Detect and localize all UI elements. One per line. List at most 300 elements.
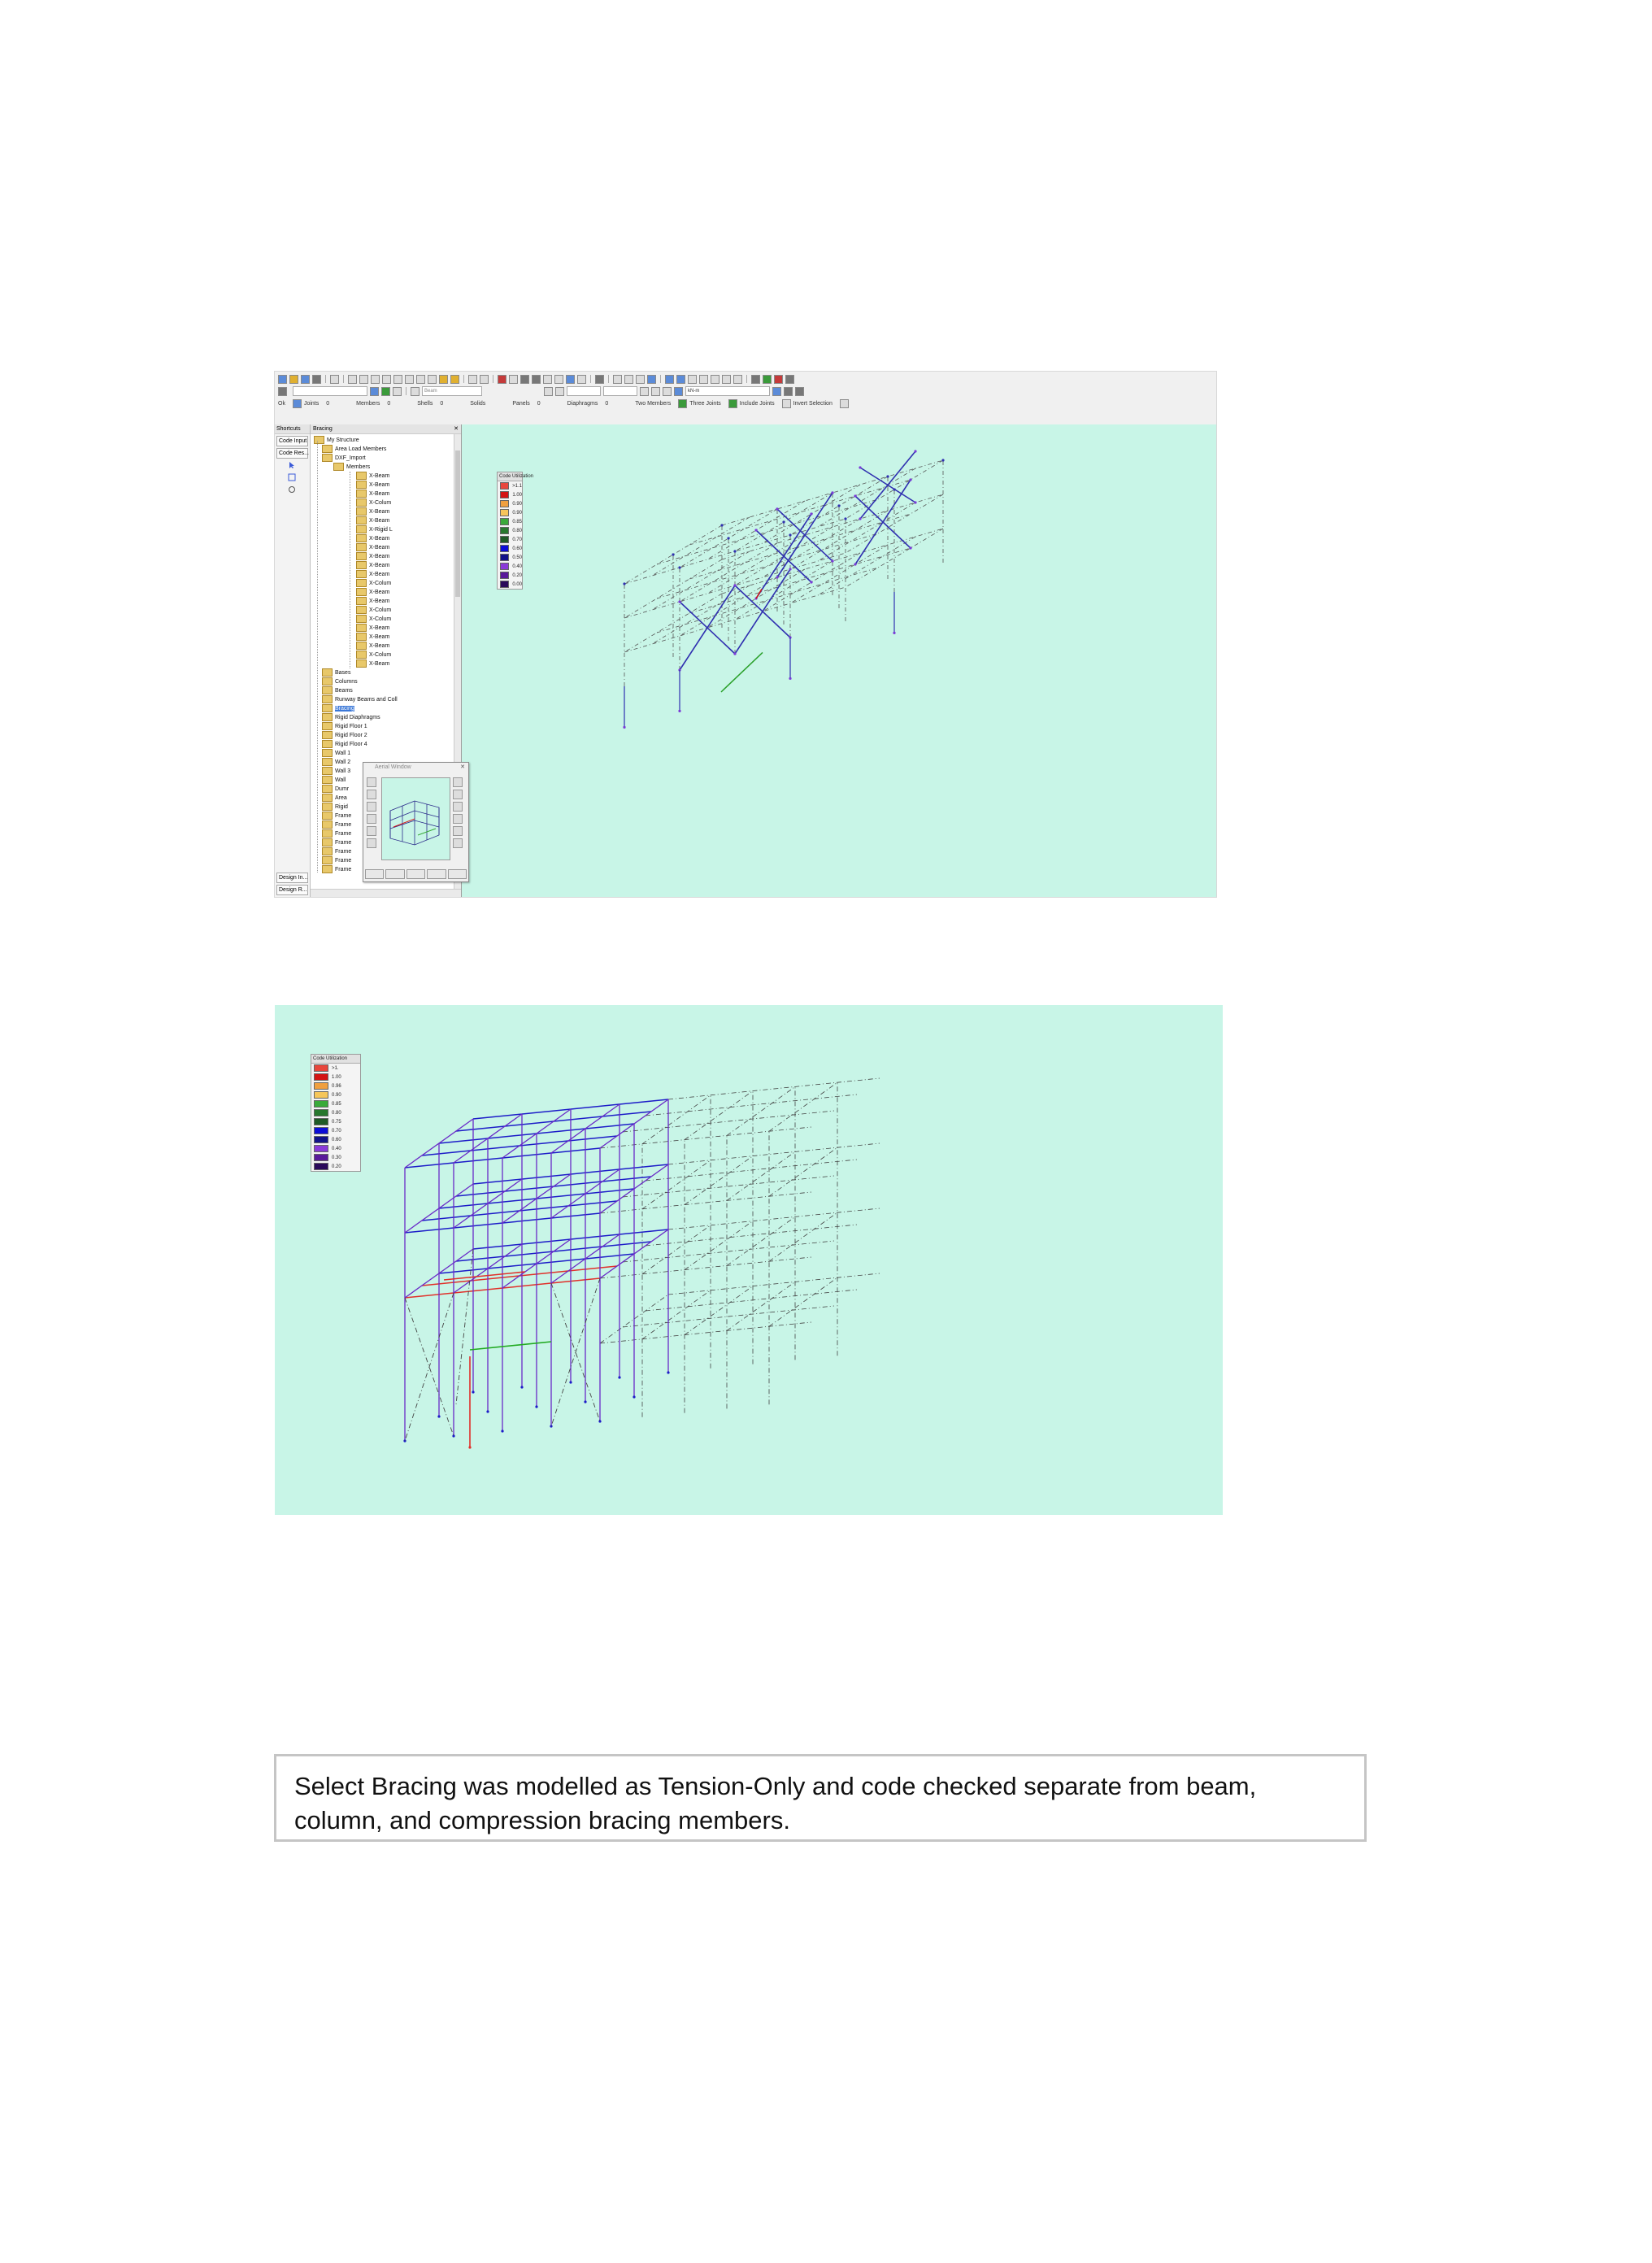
tree-item-label: X-Beam (369, 518, 390, 524)
legend-label: 0.00 (512, 581, 522, 587)
copy-icon[interactable] (359, 375, 368, 384)
member-line (668, 1273, 880, 1295)
joint-node (831, 491, 833, 494)
folder-icon (322, 668, 333, 677)
folder-icon (356, 642, 367, 650)
align-icon[interactable] (688, 375, 697, 384)
aerial-tab-1[interactable] (365, 869, 384, 879)
joint-node (667, 1371, 669, 1373)
member-line (600, 1322, 811, 1343)
diaphragms-count: 0 (605, 400, 609, 407)
folder-icon (322, 865, 333, 873)
folder-icon (322, 829, 333, 838)
three-joints-icon[interactable] (728, 399, 737, 408)
paste-icon[interactable] (371, 375, 380, 384)
load-case-dropdown[interactable] (567, 386, 601, 396)
aerial-window[interactable] (363, 762, 469, 882)
tree-item[interactable] (322, 731, 367, 740)
joint-node (672, 553, 674, 555)
tree-item-label: X-Colum (369, 616, 392, 622)
folder-icon (322, 713, 333, 721)
zoom-fit-icon[interactable] (453, 826, 463, 836)
code-results-button[interactable]: Code Res... (276, 448, 308, 459)
member-line (689, 514, 911, 579)
include-joints-icon[interactable] (782, 399, 791, 408)
member-line (652, 517, 750, 576)
area-icon[interactable] (439, 375, 448, 384)
member-line (685, 1221, 753, 1270)
view-3d-icon[interactable] (543, 375, 552, 384)
secondary-toolbar (275, 385, 1216, 397)
member-line (657, 533, 878, 598)
member-line (600, 1192, 811, 1213)
member-line (727, 1216, 795, 1265)
selection-ok[interactable]: Ok (278, 400, 285, 407)
load-case-icon[interactable] (544, 387, 553, 396)
joint-node (776, 576, 778, 578)
move-icon[interactable] (405, 375, 414, 384)
tree-item-label: Frame (335, 831, 352, 837)
tree-item-label: Bases (335, 670, 351, 676)
member-line (642, 1290, 711, 1339)
tree-item[interactable] (356, 651, 391, 659)
tree-item-label: Rigid Floor 1 (335, 724, 367, 729)
merge-icon[interactable] (711, 375, 719, 384)
shells-label: Shells (417, 400, 433, 407)
tree-item[interactable] (322, 776, 346, 785)
tree-panel-header (311, 424, 461, 434)
joint-node (678, 710, 680, 712)
load-combo-icon[interactable] (555, 387, 564, 396)
folder-icon (356, 624, 367, 632)
folder-icon (356, 579, 367, 587)
tree-item[interactable] (322, 785, 349, 794)
member-line (646, 1225, 857, 1246)
tree-item-label: Wall 3 (335, 768, 351, 774)
tree-item[interactable] (322, 794, 347, 803)
tree-panel-title: Bracing (313, 426, 333, 432)
redo-icon[interactable] (480, 375, 489, 384)
folder-icon (322, 695, 333, 703)
tree-item-label: X-Beam (369, 536, 390, 542)
joint-node (782, 520, 785, 523)
zoom-window-icon[interactable] (453, 802, 463, 812)
joint-node (486, 1410, 489, 1412)
tree-item[interactable] (322, 820, 351, 829)
tree-item-label: Beams (335, 688, 353, 694)
two-members-icon[interactable] (678, 399, 687, 408)
layer-icon[interactable] (370, 387, 379, 396)
member-line (657, 499, 878, 564)
folder-icon (356, 659, 367, 668)
tree-item-label: X-Beam (369, 625, 390, 631)
joint-node (633, 1395, 635, 1398)
folder-icon (322, 856, 333, 864)
add-icon[interactable] (665, 375, 674, 384)
check-icon[interactable] (293, 399, 302, 408)
new-file-icon[interactable] (278, 375, 287, 384)
zoom-selected-icon[interactable] (453, 838, 463, 848)
rotate-icon[interactable] (416, 375, 425, 384)
three-joints-option[interactable]: Three Joints (689, 400, 721, 407)
view-xy-icon[interactable] (554, 375, 563, 384)
tree-item-label: Columns (335, 679, 358, 685)
member-line (668, 1143, 880, 1164)
extrude-icon[interactable] (733, 375, 742, 384)
folder-icon (356, 498, 367, 507)
diagram-icon[interactable] (663, 387, 672, 396)
folder-icon (356, 481, 367, 489)
tree-item[interactable] (322, 740, 367, 749)
tree-item[interactable] (356, 516, 389, 525)
legend-label: 0.20 (332, 1164, 341, 1169)
joint-node (472, 1390, 474, 1393)
member-line (685, 1091, 753, 1140)
tree-item-label: Rigid Floor 4 (335, 742, 367, 747)
print-icon[interactable] (312, 375, 321, 384)
tree-item[interactable] (356, 498, 391, 507)
split-icon[interactable] (699, 375, 708, 384)
table-grid-icon[interactable] (411, 387, 420, 396)
tree-item-label: Runway Beams and Coll (335, 697, 398, 703)
view-render-icon[interactable] (367, 826, 376, 836)
legend-label: 0.96 (332, 1083, 341, 1089)
folder-icon (322, 820, 333, 829)
cut-icon[interactable] (348, 375, 357, 384)
joint-node (618, 1376, 620, 1378)
legend-label: >1.1 (512, 483, 522, 489)
select-poly-icon[interactable] (636, 375, 645, 384)
member-type-field[interactable]: Beam (422, 386, 482, 396)
joint-node (789, 677, 791, 680)
design-icon[interactable] (774, 375, 783, 384)
folder-icon (322, 740, 333, 748)
tree-item[interactable] (356, 534, 389, 543)
analysis-icon[interactable] (751, 375, 760, 384)
tree-item-label: X-Beam (369, 661, 390, 667)
panels-label: Panels (512, 400, 530, 407)
member-line (721, 652, 763, 692)
joint-node (941, 459, 944, 461)
tree-item-label: Frame (335, 849, 352, 855)
camera-icon[interactable] (278, 387, 287, 396)
tree-item[interactable] (322, 749, 350, 758)
tree-item[interactable] (322, 454, 366, 463)
view-dropdown[interactable] (293, 386, 367, 396)
select-line-icon[interactable] (647, 375, 656, 384)
draw-joint-icon[interactable] (393, 375, 402, 384)
include-joints-option[interactable]: Include Joints (739, 400, 775, 407)
folder-icon (322, 731, 333, 739)
tree-item-label: Wall 1 (335, 751, 351, 756)
folder-icon (356, 552, 367, 560)
load-combo-dropdown[interactable] (603, 386, 637, 396)
view-top-icon[interactable] (367, 814, 376, 824)
save-icon[interactable] (301, 375, 310, 384)
member-line (680, 602, 735, 654)
tree-horizontal-scrollbar[interactable] (311, 889, 461, 897)
dropdown-arrow-icon[interactable] (772, 387, 781, 396)
two-members-option[interactable]: Two Members (635, 400, 672, 407)
load-icon[interactable] (640, 387, 649, 396)
joint-node (678, 600, 680, 603)
member-line (642, 1095, 711, 1144)
select-box-icon[interactable] (624, 375, 633, 384)
shortcuts-title: Shortcuts (275, 424, 310, 434)
tree-item[interactable] (322, 856, 351, 865)
view-front-icon[interactable] (367, 790, 376, 799)
folder-icon (322, 847, 333, 855)
legend-label: 0.90 (512, 501, 522, 507)
tree-item-label: Rigid Diaphragms (335, 715, 380, 720)
tree-item[interactable] (356, 561, 389, 570)
folder-icon (356, 534, 367, 542)
tree-item[interactable] (356, 624, 389, 633)
tree-item[interactable] (322, 677, 358, 686)
folder-icon (322, 838, 333, 846)
tree-item[interactable] (322, 704, 354, 713)
tree-item[interactable] (322, 695, 398, 704)
folder-icon (356, 507, 367, 516)
run-icon[interactable] (763, 375, 772, 384)
joint-node (909, 546, 911, 549)
tree-item-label: X-Colum (369, 607, 392, 613)
view-side-icon[interactable] (367, 802, 376, 812)
tree-item-label: Area Load Members (335, 446, 387, 452)
tree-item[interactable] (314, 436, 359, 445)
undo-icon[interactable] (468, 375, 477, 384)
tree-item-label: X-Colum (369, 581, 392, 586)
legend-label: 0.20 (512, 572, 522, 578)
draw-member-icon[interactable] (382, 375, 391, 384)
tree-item[interactable] (322, 686, 353, 695)
eye-icon[interactable] (595, 375, 604, 384)
close-icon[interactable]: ✕ (454, 426, 459, 432)
tree-item[interactable] (356, 633, 389, 642)
tree-item[interactable] (322, 713, 380, 722)
view-elev-icon[interactable] (577, 375, 586, 384)
zoom-out-icon[interactable] (453, 790, 463, 799)
tree-item[interactable] (356, 552, 389, 561)
tree-item[interactable] (322, 722, 367, 731)
tools-icon[interactable] (330, 375, 339, 384)
frame-select-icon[interactable] (288, 473, 296, 481)
tree-item[interactable] (356, 472, 389, 481)
tree-item[interactable] (322, 829, 351, 838)
tree-item-label: X-Colum (369, 652, 392, 658)
tree-item[interactable] (333, 463, 370, 472)
joint-node (437, 1415, 440, 1417)
open-file-icon[interactable] (289, 375, 298, 384)
tree-item[interactable] (356, 543, 389, 552)
member-line (735, 585, 790, 638)
joint-node (854, 563, 856, 565)
view-color-icon[interactable] (367, 838, 376, 848)
legend-label: 0.90 (512, 510, 522, 516)
zoom-icon[interactable] (509, 375, 518, 384)
legend-label: 0.40 (332, 1146, 341, 1151)
close-icon[interactable]: ✕ (460, 764, 465, 770)
aerial-tab-4[interactable] (427, 869, 446, 879)
tree-item-label: X-Beam (369, 590, 390, 595)
joint-node (678, 566, 680, 568)
invert-selection-option[interactable]: Invert Selection (793, 400, 833, 407)
joint-node (776, 507, 778, 510)
tree-item[interactable] (356, 642, 389, 651)
joint-node (909, 478, 911, 481)
design-input-button[interactable]: Design In... (276, 873, 308, 883)
mirror-icon[interactable] (722, 375, 731, 384)
joint-node (810, 512, 812, 515)
code-input-button[interactable]: Code Input (276, 436, 308, 446)
find-icon[interactable] (532, 375, 541, 384)
member-line (470, 1342, 551, 1350)
folder-icon (356, 561, 367, 569)
tree-item[interactable] (356, 615, 391, 624)
member-line (600, 1127, 811, 1148)
tree-item-label: Rigid Floor 2 (335, 733, 367, 738)
tree-item[interactable] (322, 668, 350, 677)
solids-label: Solids (470, 400, 486, 407)
tree-item[interactable] (356, 570, 389, 579)
aerial-minimap[interactable] (381, 777, 450, 860)
tree-item-label: X-Rigid L (369, 527, 393, 533)
member-line (646, 1290, 857, 1311)
joint-node (831, 559, 833, 562)
legend-label: 1.00 (512, 492, 522, 498)
tree-item-label: X-Beam (369, 473, 390, 479)
member-line (769, 1147, 837, 1196)
joint-node (569, 1381, 572, 1383)
aerial-left-tools (367, 777, 378, 851)
legend-label: 0.70 (512, 537, 522, 542)
tree-item-label: My Structure (327, 437, 359, 443)
tree-item-label: X-Beam (369, 554, 390, 559)
folder-icon[interactable] (450, 375, 459, 384)
member-line (769, 1212, 837, 1261)
tree-item-label: X-Beam (369, 509, 390, 515)
grid-icon[interactable] (428, 375, 437, 384)
select-icon[interactable] (613, 375, 622, 384)
structure-icon[interactable] (795, 387, 804, 396)
tree-item-label: Frame (335, 822, 352, 828)
pointer-icon[interactable] (288, 461, 296, 469)
tree-item[interactable] (322, 767, 350, 776)
tree-item[interactable] (356, 597, 389, 606)
aerial-tab-3[interactable] (406, 869, 425, 879)
home-icon[interactable] (784, 387, 793, 396)
member-line (623, 1241, 834, 1262)
tree-item[interactable] (356, 606, 391, 615)
design-results-button[interactable]: Design R... (276, 885, 308, 895)
selection-filter-bar (275, 398, 1216, 409)
caption-box (274, 1754, 1367, 1842)
legend-title: Code Utilization (311, 1055, 360, 1064)
tree-item-label: X-Beam (369, 598, 390, 604)
zoom-previous-icon[interactable] (453, 814, 463, 824)
member-line (727, 1151, 795, 1200)
model-view-3d[interactable] (462, 424, 1216, 897)
member-line (642, 1225, 711, 1274)
tree-item-label: Wall (335, 777, 346, 783)
tree-item[interactable] (356, 490, 389, 498)
member-line (685, 1156, 753, 1205)
joint-node (886, 475, 889, 477)
tree-item[interactable] (356, 525, 393, 534)
joint-node (733, 652, 736, 655)
tree-item[interactable] (322, 758, 350, 767)
joint-node (837, 504, 840, 507)
view-iso-icon[interactable] (367, 777, 376, 787)
aerial-tab-2[interactable] (385, 869, 404, 879)
member-line (405, 1293, 454, 1441)
member-line (769, 1277, 837, 1326)
folder-icon (356, 472, 367, 480)
tree-item[interactable] (356, 579, 391, 588)
table-icon[interactable] (676, 375, 685, 384)
zoom-in-icon[interactable] (453, 777, 463, 787)
view-plan-icon[interactable] (566, 375, 575, 384)
section-icon[interactable] (381, 387, 390, 396)
tree-item[interactable] (322, 445, 386, 454)
folder-icon (356, 633, 367, 641)
tree-item[interactable] (356, 659, 389, 668)
tree-item[interactable] (322, 812, 351, 820)
joint-node (520, 1386, 523, 1388)
folder-icon (322, 767, 333, 775)
folder-icon (322, 749, 333, 757)
tree-item[interactable] (356, 481, 389, 490)
legend-title: Code Utilization (498, 472, 522, 481)
tree-item[interactable] (356, 588, 389, 597)
properties-icon[interactable] (393, 387, 402, 396)
legend-label: 0.85 (332, 1101, 341, 1107)
units-dropdown[interactable]: kN-m (685, 386, 770, 396)
joint-node (859, 466, 861, 468)
binoculars-icon[interactable] (520, 375, 529, 384)
joint-node (623, 726, 625, 729)
tree-item[interactable] (322, 838, 351, 847)
invert-selection-icon[interactable] (840, 399, 849, 408)
tree-item[interactable] (356, 507, 389, 516)
tree-item[interactable] (322, 803, 348, 812)
folder-icon (322, 758, 333, 766)
report-icon[interactable] (785, 375, 794, 384)
member-line (685, 1286, 753, 1335)
tree-item-label: Dumr (335, 786, 350, 792)
legend-label: 0.50 (512, 555, 522, 560)
tree-item[interactable] (322, 865, 351, 874)
joint-node (535, 1405, 537, 1408)
joint-node (623, 582, 625, 585)
folder-icon (314, 436, 324, 444)
results-icon[interactable] (674, 387, 683, 396)
caption-text: Select Bracing was modelled as Tension-Only and code checked separate from beam, column, and compression bracing members. (294, 1772, 1257, 1834)
aerial-tab-5[interactable] (448, 869, 467, 879)
tree-item-label: X-Colum (369, 500, 392, 506)
legend-label: >1. (332, 1065, 339, 1071)
view-icon[interactable] (498, 375, 506, 384)
tree-item[interactable] (322, 847, 351, 856)
folder-icon (322, 776, 333, 784)
member-line (668, 1078, 880, 1099)
folder-icon (322, 704, 333, 712)
legend-label: 0.40 (512, 564, 522, 569)
folder-icon (356, 606, 367, 614)
refresh-icon[interactable] (288, 485, 296, 494)
joint-node (789, 533, 791, 536)
load-display-icon[interactable] (651, 387, 660, 396)
